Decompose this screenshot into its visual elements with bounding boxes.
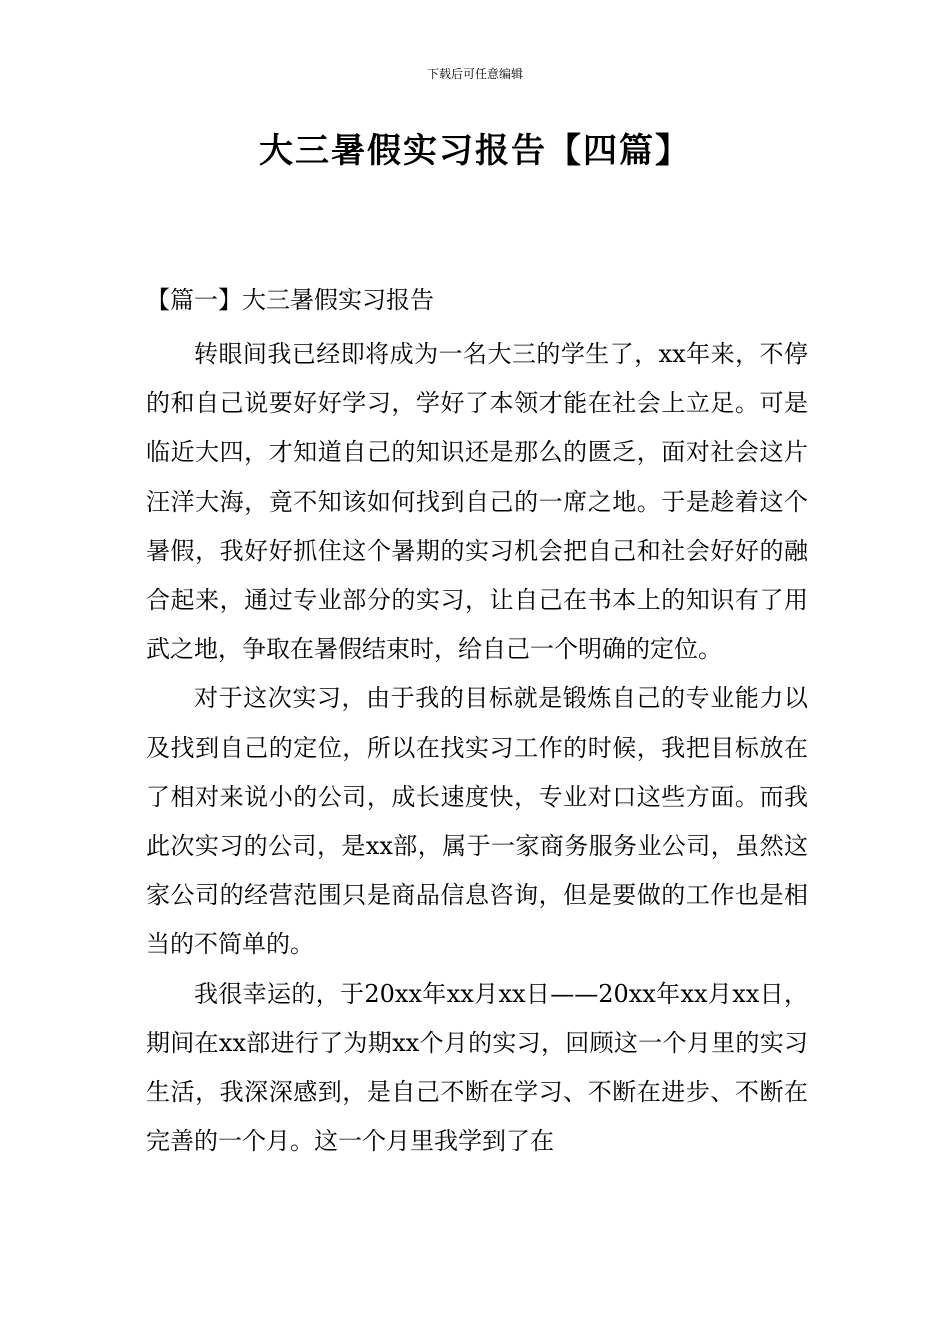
paragraph: 转眼间我已经即将成为一名大三的学生了，xx年来，不停的和自己说要好好学习，学好了本领才能在社会上立足。可是临近大四，才知道自己的知识还是那么的匮乏，面对社会这片汪洋大海，竟不知该如何找到自己的一席之地。于是趁着这个暑假，我好好抓住这个暑期的实习机会把自己和社会好好的融合起来，通过专业部分的实习，让自己在书本上的知识有了用武之地，争取在暑假结束时，给自己一个明确的定位。 bbox=[146, 340, 808, 664]
paragraph: 对于这次实习，由于我的目标就是锻炼自己的专业能力以及找到自己的定位，所以在找实习工作的时候，我把目标放在了相对来说小的公司，成长速度快，专业对口这些方面。而我此次实习的公司，是xx部，属于一家商务服务业公司，虽然这家公司的经营范围只是商品信息咨询，但是要做的工作也是相当的不简单的。 bbox=[146, 684, 808, 959]
body-text bbox=[146, 330, 808, 1166]
section-heading: 【篇一】大三暑假实习报告 bbox=[146, 286, 434, 314]
header-note: 下载后可任意编辑 bbox=[426, 67, 523, 81]
document-title: 大三暑假实习报告【四篇】 bbox=[259, 131, 691, 171]
paragraph: 我很幸运的，于20xx年xx月xx日——20xx年xx月xx日，期间在xx部进行了为期xx个月的实习，回顾这一个月里的实习生活，我深深感到，是自己不断在学习、不断在进步、不断在完善的一个月。这一个月里我学到了在 bbox=[146, 979, 808, 1156]
